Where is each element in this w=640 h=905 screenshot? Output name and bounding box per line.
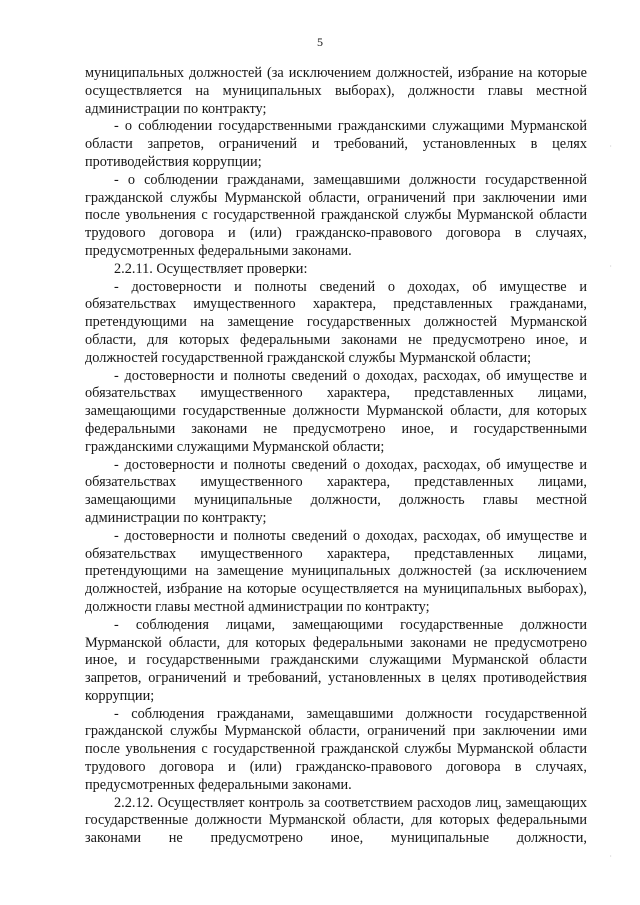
paragraph-3: - о соблюдении гражданами, замещавшими должности государственной гражданской службы Мурманской области, ограничений при заключении ими после увольнения с государственной гражданской службы Мурманской области трудового договора и (или) гражданско-правового договора в случаях, предусмотренных федеральными законами. [85, 171, 587, 259]
paragraph-10: - соблюдения гражданами, замещавшими должности государственной гражданской службы Мурманской области, ограничений при заключении ими после увольнения с государственной гражданской службы Мурманской области трудового договора и (или) гражданско-правового договора в случаях, предусмотренных федеральными законами. [85, 705, 587, 793]
paragraph-5: - достоверности и полноты сведений о доходах, об имуществе и обязательствах имущественного характера, представленных гражданами, претендующими на замещение государственных должностей Мурманской области, для которых федеральными законами не предусмотрено иное, и должностей государственной гражданской службы Мурманской области; [85, 278, 587, 366]
paragraph-8: - достоверности и полноты сведений о доходах, расходах, об имуществе и обязательствах имущественного характера, представленных лицами, претендующими на замещение муниципальных должностей (за исключением должностей, избрание на которые осуществляется на муниципальных выборах), должности главы местной администрации по контракту; [85, 527, 587, 615]
paragraph-1: муниципальных должностей (за исключением должностей, избрание на которые осуществляется на муниципальных выборах), должности главы местной администрации по контракту; [85, 65, 587, 117]
paragraph-7: - достоверности и полноты сведений о доходах, расходах, об имуществе и обязательствах имущественного характера, представленных лицами, замещающими муниципальные должности, должность главы местной администрации по контракту; [85, 456, 587, 526]
paragraph-2: - о соблюдении государственными гражданскими служащими Мурманской области запретов, ограничений и требований, установленных в целях противодействия коррупции; [85, 118, 587, 170]
scan-artifact-mark: · [609, 262, 612, 271]
scan-artifact-mark: · [609, 852, 612, 861]
paragraph-6: - достоверности и полноты сведений о доходах, расходах, об имуществе и обязательствах имущественного характера, представленных лицами, замещающими государственные должности Мурманской области, для которых федеральными законами не предусмотрено иное, и государственными гражданскими служащими Мурманской области; [85, 367, 587, 455]
scan-artifact-mark: · [609, 142, 612, 151]
page-number: 5 [317, 35, 323, 49]
document-body [85, 65, 587, 848]
paragraph-9: - соблюдения лицами, замещающими государственные должности Мурманской области, для которых федеральными законами не предусмотрено иное, и государственными гражданскими служащими Мурманской области запретов, ограничений и требований, установленных в целях противодействия коррупции; [85, 616, 587, 704]
section-2-2-12: 2.2.12. Осуществляет контроль за соответствием расходов лиц, замещающих государственные должности Мурманской области, для которых федеральными законами не предусмотрено иное, муниципальные должности, [85, 794, 587, 847]
section-heading-2-2-11: 2.2.11. Осуществляет проверки: [114, 260, 308, 277]
